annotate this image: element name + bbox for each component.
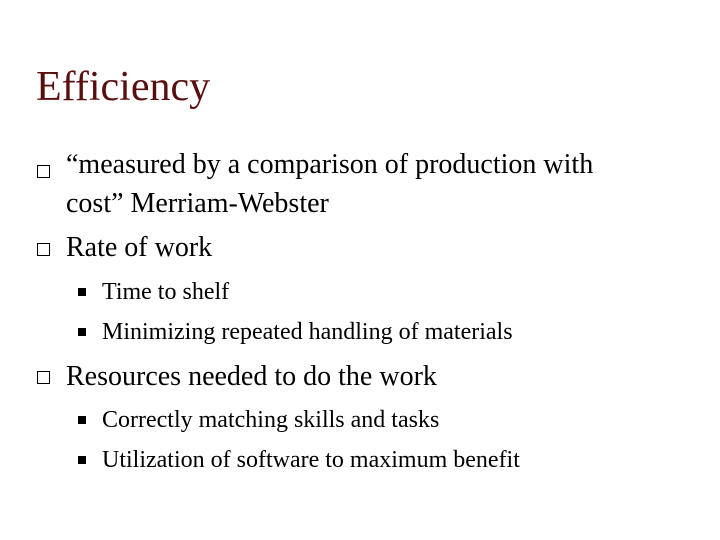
bullet-3-sub-1: Correctly matching skills and tasks — [102, 407, 440, 433]
bullet-1-line-2: cost” Merriam-Webster — [66, 188, 329, 219]
hollow-square-bullet-icon — [37, 371, 50, 384]
bullet-1-line-1: “measured by a comparison of production with — [66, 149, 594, 180]
hollow-square-bullet-icon — [37, 243, 50, 256]
solid-square-bullet-icon — [78, 288, 86, 296]
solid-square-bullet-icon — [78, 328, 86, 336]
bullet-2-text: Rate of work — [66, 232, 213, 263]
solid-square-bullet-icon — [78, 416, 86, 424]
bullet-3-text: Resources needed to do the work — [66, 361, 437, 392]
bullet-2-sub-1: Time to shelf — [102, 279, 230, 305]
hollow-square-bullet-icon — [37, 165, 50, 178]
bullet-2-sub-2: Minimizing repeated handling of materials — [102, 319, 513, 345]
solid-square-bullet-icon — [78, 456, 86, 464]
slide-title: Efficiency — [36, 64, 211, 110]
bullet-3-sub-2: Utilization of software to maximum benefit — [102, 447, 520, 473]
